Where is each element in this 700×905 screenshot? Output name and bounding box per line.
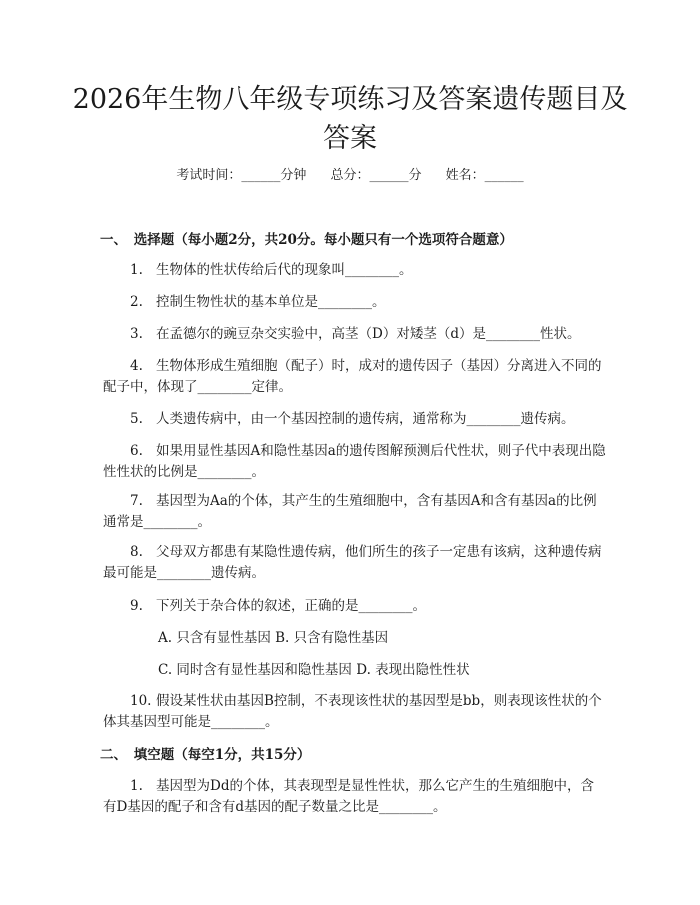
section-heading-fill: 二、 填空题（每空1分，共15分）: [100, 747, 311, 763]
section-heading-choice: 一、 选择题（每小题2分，共20分。每小题只有一个选项符合题意）: [100, 232, 513, 248]
question-number: 4.: [130, 358, 143, 374]
question-number: 1.: [130, 778, 143, 794]
q9-options-line-2: C. 同时含有显性基因和隐性基因 D. 表现出隐性性状: [158, 662, 470, 678]
question-number: 3.: [130, 326, 143, 342]
question-item: [103, 596, 606, 617]
question-text: 人类遗传病中，由一个基因控制的遗传病，通常称为________遗传病。: [156, 411, 575, 427]
question-text: 控制生物性状的基本单位是________。: [156, 294, 386, 310]
question-number: 2.: [130, 294, 143, 310]
question-number: 9.: [130, 598, 143, 614]
question-item: [103, 356, 606, 398]
question-item: [103, 691, 606, 733]
question-item: [103, 324, 606, 345]
q9-options-line-1: A. 只含有显性基因 B. 只含有隐性基因: [158, 630, 389, 646]
question-item: [103, 441, 606, 483]
question-text: 父母双方都患有某隐性遗传病，他们所生的孩子一定患有该病，这种遗传病最可能是________遗传病。: [103, 544, 602, 581]
question-item: [103, 491, 606, 533]
question-text: 生物体形成生殖细胞（配子）时，成对的遗传因子（基因）分离进入不同的配子中，体现了________定律。: [103, 358, 602, 395]
question-number: 7.: [130, 493, 143, 509]
question-text: 在孟德尔的豌豆杂交实验中，高茎（D）对矮茎（d）是________性状。: [156, 326, 581, 342]
question-text: 生物体的性状传给后代的现象叫________。: [156, 262, 413, 278]
question-text: 基因型为Dd的个体，其表现型是显性性状，那么它产生的生殖细胞中，含有D基因的配子和含有d基因的配子数量之比是________。: [103, 778, 594, 815]
page-title: 2026年生物八年级专项练习及答案遗传题目及答案: [72, 84, 628, 154]
question-item: [103, 776, 606, 818]
question-item: [103, 409, 606, 430]
question-number: 5.: [130, 411, 143, 427]
question-number: 1.: [130, 262, 143, 278]
exam-meta: [0, 166, 700, 186]
question-number: 8.: [130, 544, 143, 560]
exam-name: 姓名：______: [445, 168, 524, 183]
question-item: [103, 260, 606, 281]
question-item: [103, 292, 606, 313]
question-text: 基因型为Aa的个体，其产生的生殖细胞中，含有基因A和含有基因a的比例通常是________。: [103, 493, 597, 530]
exam-time: 考试时间：______分钟: [176, 168, 307, 183]
question-text: 下列关于杂合体的叙述，正确的是________。: [156, 598, 426, 614]
question-text: 假设某性状由基因B控制，不表现该性状的基因型是bb，则表现该性状的个体其基因型可能是________。: [103, 693, 602, 730]
question-number: 10.: [130, 693, 152, 709]
question-number: 6.: [130, 443, 143, 459]
question-text: 如果用显性基因A和隐性基因a的遗传图解预测后代性状，则子代中表现出隐性性状的比例是________。: [103, 443, 606, 480]
exam-score: 总分：______分: [330, 168, 422, 183]
question-item: [103, 542, 606, 584]
